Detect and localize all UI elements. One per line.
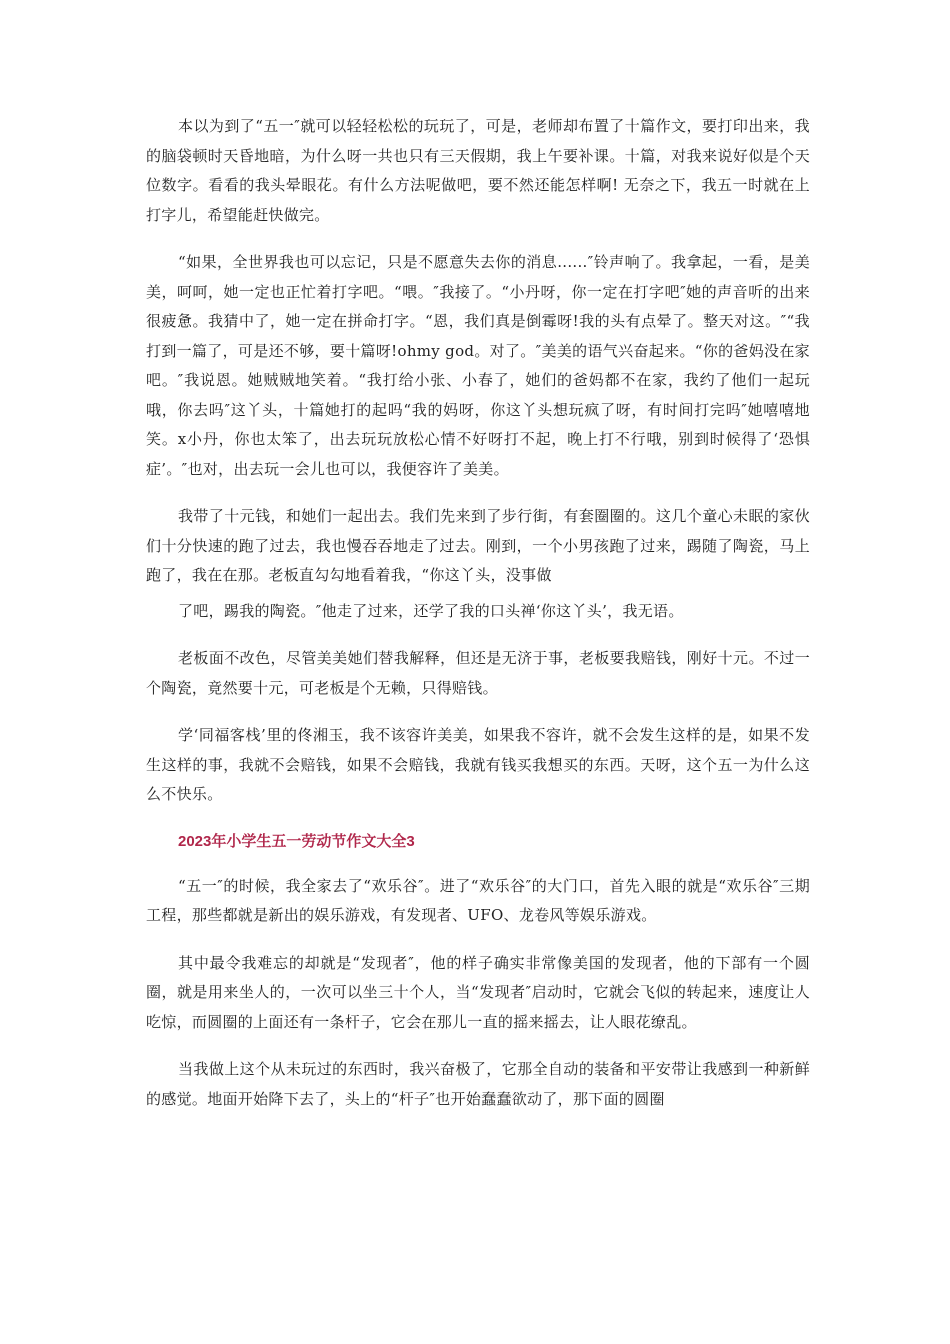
document-page [146, 112, 810, 1132]
section-heading: 2023年小学生五一劳动节作文大全3 [178, 832, 415, 850]
paragraph-street: 我带了十元钱，和她们一起出去。我们先来到了步行街，有套圈圈的。这几个童心未眠的家伙们十分快速的跑了过去，我也慢吞吞地走了过去。刚到，一个小男孩跑了过来，踢随了陶瓷，马上跑了，我在在那。老板直勾勾地看着我，“你这丫头，没事做 [146, 507, 810, 584]
paragraph-discoverer: 其中最令我难忘的却就是“发现者″，他的样子确实非常像美国的发现者，他的下部有一个圆圈，就是用来坐人的，一次可以坐三十个人，当“发现者″启动时，它就会飞似的转起来，速度让人吃惊，而圆圈的上面还有一条杆子，它会在那儿一直的摇来摇去，让人眼花缭乱。 [146, 953, 810, 1031]
paragraph-happy-valley: “五一″的时候，我全家去了“欢乐谷″。进了“欢乐谷″的大门口，首先入眼的就是“欢乐谷″三期工程，那些都就是新出的娱乐游戏，有发现者、UFO、龙卷风等娱乐游戏。 [146, 876, 810, 924]
paragraph-street-continued: 了吧，踢我的陶瓷。″他走了过来，还学了我的口头禅‘你这丫头’，我无语。 [178, 601, 684, 620]
paragraph-phone-call: “如果，全世界我也可以忘记，只是不愿意失去你的消息......″铃声响了。我拿起，一看，是美美，呵呵，她一定也正忙着打字吧。“喂。″我接了。“小丹呀，你一定在打字吧″她的声音听的出来很疲惫。我猜中了，她一定在拼命打字。“恩，我们真是倒霉呀!我的头有点晕了。整天对这。″“我打到一篇了，可是还不够，要十篇呀!ohmy god。对了。″美美的语气兴奋起来。“你的爸妈没在家吧。″我说恩。她贼贼地笑着。“我打给小张、小春了，她们的爸妈都不在家，我约了他们一起玩哦，你去吗″这丫头，十篇她打的起吗“我的妈呀，你这丫头想玩疯了呀，有时间打完吗″她嘻嘻地笑。x小丹，你也太笨了，出去玩玩放松心情不好呀打不起，晚上打不行哦，别到时候得了‘恐惧症’。″也对，出去玩一会儿也可以，我便容许了美美。 [146, 253, 810, 478]
paragraph-reflection: 学‘同福客栈’里的佟湘玉，我不该容许美美，如果我不容许，就不会发生这样的是，如果不发生这样的事，我就不会赔钱，如果不会赔钱，我就有钱买我想买的东西。天呀，这个五一为什么这么不快乐。 [146, 726, 810, 803]
paragraph-intro: 本以为到了“五一″就可以轻轻松松的玩玩了，可是，老师却布置了十篇作文，要打印出来，我的脑袋顿时天昏地暗，为什么呀一共也只有三天假期，我上午要补课。十篇，对我来说好似是个天位数字。看看的我头晕眼花。有什么方法呢做吧，要不然还能怎样啊! 无奈之下，我五一时就在上打字儿，希望能赶快做完。 [146, 117, 810, 224]
paragraph-boss: 老板面不改色，尽管美美她们替我解释，但还是无济于事，老板要我赔钱，刚好十元。不过一个陶瓷，竟然要十元，可老板是个无赖，只得赔钱。 [146, 649, 810, 697]
paragraph-ride: 当我做上这个从未玩过的东西时，我兴奋极了，它那全自动的装备和平安带让我感到一种新鲜的感觉。地面开始降下去了，头上的“杆子″也开始蠢蠢欲动了，那下面的圆圈 [146, 1060, 810, 1108]
